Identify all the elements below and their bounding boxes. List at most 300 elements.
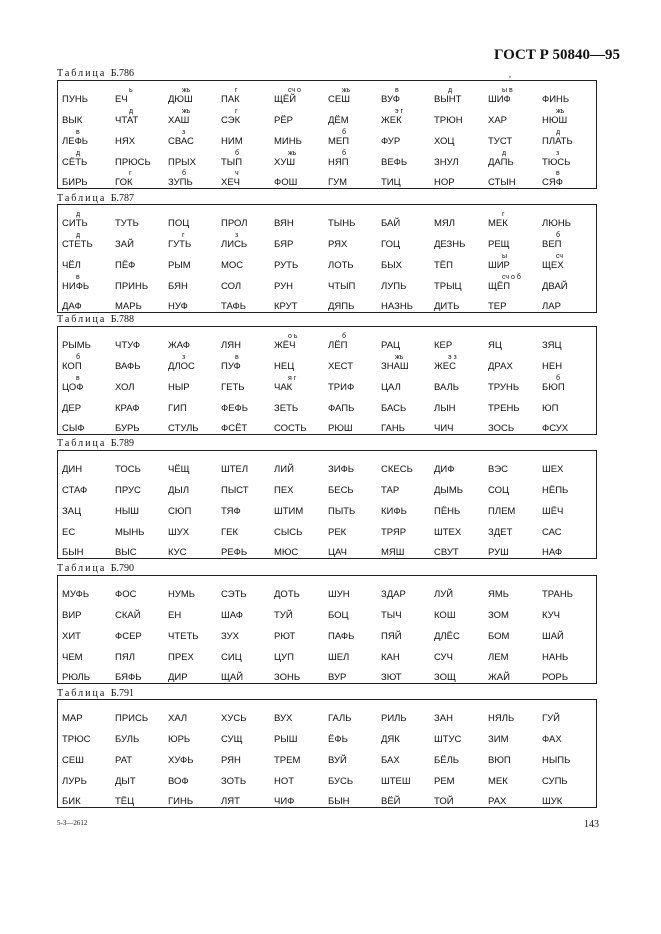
word-cell	[62, 396, 112, 416]
word-cell	[328, 645, 378, 665]
syllable-word: РЯН	[221, 755, 241, 766]
syllable-word: ЩЁЙ	[274, 94, 297, 105]
word-cell	[434, 170, 484, 190]
table-caption-prefix: Таблица	[57, 314, 107, 325]
syllable-word: ПЯЙ	[381, 631, 402, 642]
word-cell	[221, 375, 271, 395]
word-cell	[381, 624, 431, 644]
syllable-word: РЁР	[274, 115, 294, 126]
word-cell	[62, 354, 112, 374]
word-cell	[542, 274, 592, 294]
syllable-word: НЕЦ	[274, 361, 295, 372]
word-cell	[274, 211, 324, 231]
syllable-word: РИЛЬ	[381, 713, 407, 724]
articulation-marks: сч	[556, 253, 564, 260]
syllable-word: ПРЕХ	[168, 652, 194, 663]
word-cell	[168, 748, 218, 768]
syllable-word: ЧИФ	[274, 796, 295, 807]
syllable-word: ЛУЙ	[434, 589, 454, 600]
word-cell	[381, 499, 431, 519]
syllable-word: ШИР	[488, 260, 510, 271]
syllable-word: БУСЬ	[328, 776, 354, 787]
articulation-marks: ч	[235, 170, 239, 177]
word-cell	[168, 294, 218, 314]
syllable-word: ВЕФЬ	[381, 157, 408, 168]
word-cell	[62, 665, 112, 685]
syllable-word: СЮП	[168, 506, 192, 517]
syllable-word: СОЛ	[221, 281, 242, 292]
word-cell	[328, 211, 378, 231]
word-cell	[221, 727, 271, 747]
syllable-word: СКЕСЬ	[381, 464, 413, 475]
word-cell	[221, 645, 271, 665]
syllable-word: ЗАЙ	[115, 239, 134, 250]
syllable-word: БЫХ	[381, 260, 402, 271]
word-cell	[168, 478, 218, 498]
syllable-word: ЧТАТ	[115, 115, 139, 126]
syllable-word: НИФЬ	[62, 281, 90, 292]
syllable-word: ДЯК	[381, 734, 400, 745]
syllable-word: ЕЧ	[115, 94, 128, 105]
word-cell	[221, 520, 271, 540]
syllable-word: РЫШ	[274, 734, 298, 745]
word-cell	[381, 727, 431, 747]
word-cell	[328, 540, 378, 560]
syllable-word: ВЕП	[542, 239, 562, 250]
syllable-word: ТРЮС	[62, 734, 91, 745]
syllable-word: ЦАЧ	[328, 547, 347, 558]
syllable-word: СУПЬ	[542, 776, 568, 787]
syllable-word: БОЦ	[328, 610, 349, 621]
word-cell	[542, 87, 592, 107]
syllable-word: ДИР	[168, 672, 188, 683]
articulation-marks: б	[235, 150, 240, 157]
articulation-marks: в	[76, 274, 80, 281]
word-cell	[62, 624, 112, 644]
word-cell	[434, 396, 484, 416]
word-cell	[62, 416, 112, 436]
word-cell	[328, 706, 378, 726]
word-cell	[381, 294, 431, 314]
word-cell	[168, 499, 218, 519]
word-cell	[274, 150, 324, 170]
word-cell	[274, 232, 324, 252]
articulation-marks: з	[235, 232, 239, 239]
word-cell	[542, 294, 592, 314]
word-cell	[542, 170, 592, 190]
syllable-word: БУЛЬ	[115, 734, 140, 745]
syllable-word: КАН	[381, 652, 400, 663]
word-cell	[274, 603, 324, 623]
articulation-marks: д	[76, 232, 81, 239]
syllable-word: ХАР	[488, 115, 508, 126]
word-cell	[434, 582, 484, 602]
syllable-word: ГЕК	[221, 527, 239, 538]
syllable-word: НЕН	[542, 361, 563, 372]
articulation-marks: жь	[182, 108, 191, 115]
word-cell	[62, 87, 112, 107]
syllable-word: МЫНЬ	[115, 527, 145, 538]
syllable-word: ГУЙ	[542, 713, 561, 724]
syllable-word: ЗОМ	[488, 610, 509, 621]
table-caption	[57, 314, 134, 325]
articulation-marks: г	[502, 211, 505, 218]
articulation-marks: сч о	[288, 87, 301, 94]
word-cell	[168, 603, 218, 623]
word-cell	[434, 108, 484, 128]
syllable-word: БИРЬ	[62, 177, 88, 188]
word-cell	[542, 582, 592, 602]
word-cell	[62, 253, 112, 273]
syllable-word: ТАФЬ	[221, 301, 246, 312]
word-cell	[542, 769, 592, 789]
word-cell	[542, 789, 592, 809]
word-cell	[328, 274, 378, 294]
syllable-word: ХОЦ	[434, 136, 455, 147]
word-cell	[168, 150, 218, 170]
syllable-word: ТЮСЬ	[542, 157, 571, 168]
syllable-word: КИФЬ	[381, 506, 407, 517]
standard-code: ГОСТ Р 50840—95	[494, 47, 621, 63]
word-cell	[274, 170, 324, 190]
syllable-word: ГИП	[168, 403, 187, 414]
word-table	[57, 575, 597, 684]
word-cell	[168, 211, 218, 231]
syllable-word: НАФ	[542, 547, 563, 558]
word-cell	[381, 645, 431, 665]
syllable-word: ЖАФ	[168, 340, 191, 351]
syllable-word: БЮП	[542, 382, 565, 393]
word-cell	[115, 87, 165, 107]
word-cell	[274, 499, 324, 519]
syllable-word: ЧТЫП	[328, 281, 356, 292]
word-cell	[328, 789, 378, 809]
articulation-marks: в	[395, 87, 399, 94]
word-cell	[488, 645, 538, 665]
word-cell	[274, 478, 324, 498]
syllable-word: ТРЯР	[381, 527, 407, 538]
syllable-word: ТЫП	[221, 157, 243, 168]
word-cell	[274, 645, 324, 665]
syllable-word: ЧЁЩ	[168, 464, 190, 475]
syllable-word: СЯФ	[542, 177, 563, 188]
syllable-word: НАНЬ	[542, 652, 569, 663]
syllable-word: СЭК	[221, 115, 241, 126]
word-cell	[542, 108, 592, 128]
table-number: Б.790	[110, 563, 135, 574]
word-cell	[488, 624, 538, 644]
syllable-word: БЕСЬ	[328, 485, 354, 496]
articulation-marks: я г	[288, 375, 297, 382]
word-cell	[434, 603, 484, 623]
syllable-word: СКАЙ	[115, 610, 141, 621]
word-cell	[488, 748, 538, 768]
word-cell	[115, 499, 165, 519]
word-cell	[274, 789, 324, 809]
word-cell	[434, 375, 484, 395]
word-cell	[274, 253, 324, 273]
word-cell	[115, 769, 165, 789]
syllable-word: ЧЕМ	[62, 652, 83, 663]
page-number: 143	[584, 819, 599, 830]
word-cell	[221, 87, 271, 107]
word-cell	[168, 170, 218, 190]
word-cell	[434, 457, 484, 477]
syllable-word: ФСУХ	[542, 423, 569, 434]
articulation-marks: э з	[448, 354, 457, 361]
syllable-word: БАСЬ	[381, 403, 407, 414]
word-cell	[221, 253, 271, 273]
word-cell	[274, 624, 324, 644]
syllable-word: РАТ	[115, 755, 133, 766]
word-cell	[542, 416, 592, 436]
syllable-word: ТИЦ	[381, 177, 401, 188]
syllable-word: ЧИЧ	[434, 423, 454, 434]
syllable-word: НЮШ	[542, 115, 568, 126]
word-cell	[434, 499, 484, 519]
word-cell	[434, 416, 484, 436]
syllable-word: ДЁМ	[328, 115, 349, 126]
syllable-word: ТРЮН	[434, 115, 463, 126]
word-cell	[115, 748, 165, 768]
articulation-marks: г	[235, 87, 238, 94]
word-cell	[221, 582, 271, 602]
word-cell	[62, 727, 112, 747]
word-cell	[542, 375, 592, 395]
word-cell	[62, 170, 112, 190]
word-cell	[434, 150, 484, 170]
articulation-marks: о ь	[288, 333, 298, 340]
syllable-word: ГАЛЬ	[328, 713, 352, 724]
syllable-word: РЮШ	[328, 423, 353, 434]
syllable-word: ПРУС	[115, 485, 141, 496]
syllable-word: ХОЛ	[115, 382, 135, 393]
word-cell	[381, 129, 431, 149]
word-cell	[168, 396, 218, 416]
table-caption	[57, 688, 134, 699]
word-cell	[381, 354, 431, 374]
syllable-word: СИТЬ	[62, 218, 88, 229]
articulation-marks: д	[129, 108, 134, 115]
syllable-word: ТРУНЬ	[488, 382, 520, 393]
word-cell	[381, 769, 431, 789]
word-cell	[62, 520, 112, 540]
word-cell	[62, 645, 112, 665]
word-cell	[381, 582, 431, 602]
syllable-word: БЁЛЬ	[434, 755, 460, 766]
syllable-word: ВЫК	[62, 115, 83, 126]
word-cell	[115, 582, 165, 602]
syllable-word: ЛЯТ	[221, 796, 240, 807]
word-cell	[62, 499, 112, 519]
word-cell	[488, 603, 538, 623]
word-cell	[542, 150, 592, 170]
syllable-word: ВЭС	[488, 464, 509, 475]
syllable-word: ВУХ	[274, 713, 293, 724]
word-cell	[62, 129, 112, 149]
syllable-word: МЕК	[488, 776, 508, 787]
syllable-word: РЕФЬ	[221, 547, 248, 558]
word-cell	[115, 416, 165, 436]
syllable-word: ЗОЩ	[434, 672, 456, 683]
word-cell	[221, 274, 271, 294]
syllable-word: ХАШ	[168, 115, 190, 126]
word-cell	[381, 232, 431, 252]
word-cell	[221, 499, 271, 519]
syllable-word: ВЮП	[488, 755, 511, 766]
syllable-word: КУЧ	[542, 610, 561, 621]
syllable-word: СЫФ	[62, 423, 85, 434]
word-cell	[488, 333, 538, 353]
syllable-word: МЯШ	[381, 547, 405, 558]
word-cell	[488, 499, 538, 519]
syllable-word: МОС	[221, 260, 244, 271]
word-cell	[381, 457, 431, 477]
syllable-word: ЕН	[168, 610, 182, 621]
syllable-word: ВАЛЬ	[434, 382, 460, 393]
word-cell	[488, 150, 538, 170]
syllable-word: ШЁЧ	[542, 506, 564, 517]
word-cell	[221, 416, 271, 436]
syllable-word: ШТЕШ	[381, 776, 411, 787]
word-cell	[221, 108, 271, 128]
word-cell	[115, 540, 165, 560]
syllable-word: БЫН	[328, 796, 350, 807]
word-cell	[221, 789, 271, 809]
word-cell	[488, 520, 538, 540]
word-cell	[62, 294, 112, 314]
word-cell	[328, 375, 378, 395]
word-cell	[328, 354, 378, 374]
syllable-word: ПРИСЬ	[115, 713, 149, 724]
word-table	[57, 326, 597, 435]
word-cell	[488, 354, 538, 374]
syllable-word: ТРИФ	[328, 382, 355, 393]
syllable-word: НУФ	[168, 301, 188, 312]
syllable-word: КУС	[168, 547, 187, 558]
syllable-word: СЁТЬ	[62, 157, 88, 168]
word-cell	[274, 354, 324, 374]
word-cell	[488, 478, 538, 498]
word-cell	[488, 170, 538, 190]
table-number: Б.789	[110, 438, 135, 449]
word-cell	[328, 727, 378, 747]
table-caption	[57, 68, 134, 79]
syllable-word: ЛЫН	[434, 403, 456, 414]
syllable-word: ЗДАР	[381, 589, 406, 600]
word-cell	[62, 211, 112, 231]
word-cell	[274, 582, 324, 602]
syllable-word: ЛОТЬ	[328, 260, 354, 271]
word-cell	[488, 232, 538, 252]
syllable-word: ШЕЛ	[328, 652, 350, 663]
table-caption	[57, 193, 134, 204]
word-cell	[274, 769, 324, 789]
word-cell	[328, 108, 378, 128]
word-cell	[274, 706, 324, 726]
table-caption-prefix: Таблица	[57, 438, 107, 449]
syllable-word: ТЯФ	[221, 506, 241, 517]
word-cell	[168, 582, 218, 602]
syllable-word: ДЕЗНЬ	[434, 239, 466, 250]
word-cell	[328, 170, 378, 190]
word-cell	[115, 232, 165, 252]
syllable-word: БЯН	[168, 281, 188, 292]
syllable-word: ЗНУЛ	[434, 157, 459, 168]
articulation-marks: д	[448, 87, 453, 94]
word-cell	[115, 665, 165, 685]
word-cell	[168, 129, 218, 149]
word-cell	[488, 87, 538, 107]
syllable-word: ФУР	[381, 136, 401, 147]
syllable-word: БАХ	[381, 755, 400, 766]
word-cell	[328, 769, 378, 789]
syllable-word: ЛУРЬ	[62, 776, 87, 787]
syllable-word: ГУМ	[328, 177, 348, 188]
word-cell	[434, 624, 484, 644]
word-cell	[274, 333, 324, 353]
syllable-word: НОР	[434, 177, 455, 188]
word-cell	[115, 211, 165, 231]
table-caption-prefix: Таблица	[57, 563, 107, 574]
word-cell	[168, 727, 218, 747]
syllable-word: МЕП	[328, 136, 350, 147]
syllable-word: СЕШ	[62, 755, 84, 766]
syllable-word: ВУЙ	[328, 755, 347, 766]
word-cell	[168, 789, 218, 809]
word-cell	[274, 540, 324, 560]
syllable-word: ЛЯН	[221, 340, 241, 351]
syllable-word: ЧТУФ	[115, 340, 141, 351]
word-cell	[62, 274, 112, 294]
syllable-word: ПРОЛ	[221, 218, 248, 229]
articulation-marks: жь	[288, 150, 297, 157]
syllable-word: ЯМЬ	[488, 589, 510, 600]
syllable-word: НУМЬ	[168, 589, 196, 600]
syllable-word: ПЛАТЬ	[542, 136, 573, 147]
word-cell	[542, 396, 592, 416]
syllable-word: ПАФЬ	[328, 631, 355, 642]
syllable-word: НИМ	[221, 136, 243, 147]
syllable-word: СУЧ	[434, 652, 453, 663]
word-cell	[488, 665, 538, 685]
syllable-word: ЗИФЬ	[328, 464, 355, 475]
syllable-word: ВЫНТ	[434, 94, 462, 105]
syllable-word: НЫР	[168, 382, 190, 393]
syllable-word: ДОТЬ	[274, 589, 300, 600]
word-table	[57, 699, 597, 808]
syllable-word: КРАФ	[115, 403, 140, 414]
table-caption-prefix: Таблица	[57, 688, 107, 699]
table-number: Б.787	[110, 193, 135, 204]
syllable-word: ЗНАШ	[381, 361, 409, 372]
word-cell	[115, 645, 165, 665]
syllable-word: ЗУПЬ	[168, 177, 193, 188]
syllable-word: ПАК	[221, 94, 240, 105]
syllable-word: ДЮШ	[168, 94, 193, 105]
word-cell	[62, 789, 112, 809]
word-cell	[221, 540, 271, 560]
syllable-word: ГУТЬ	[168, 239, 192, 250]
syllable-word: СТУЛЬ	[168, 423, 199, 434]
syllable-word: НЫПЬ	[542, 755, 571, 766]
word-cell	[115, 170, 165, 190]
syllable-word: ДИФ	[434, 464, 455, 475]
table-caption-prefix: Таблица	[57, 193, 107, 204]
word-cell	[542, 665, 592, 685]
word-cell	[381, 211, 431, 231]
articulation-marks: д	[76, 150, 81, 157]
